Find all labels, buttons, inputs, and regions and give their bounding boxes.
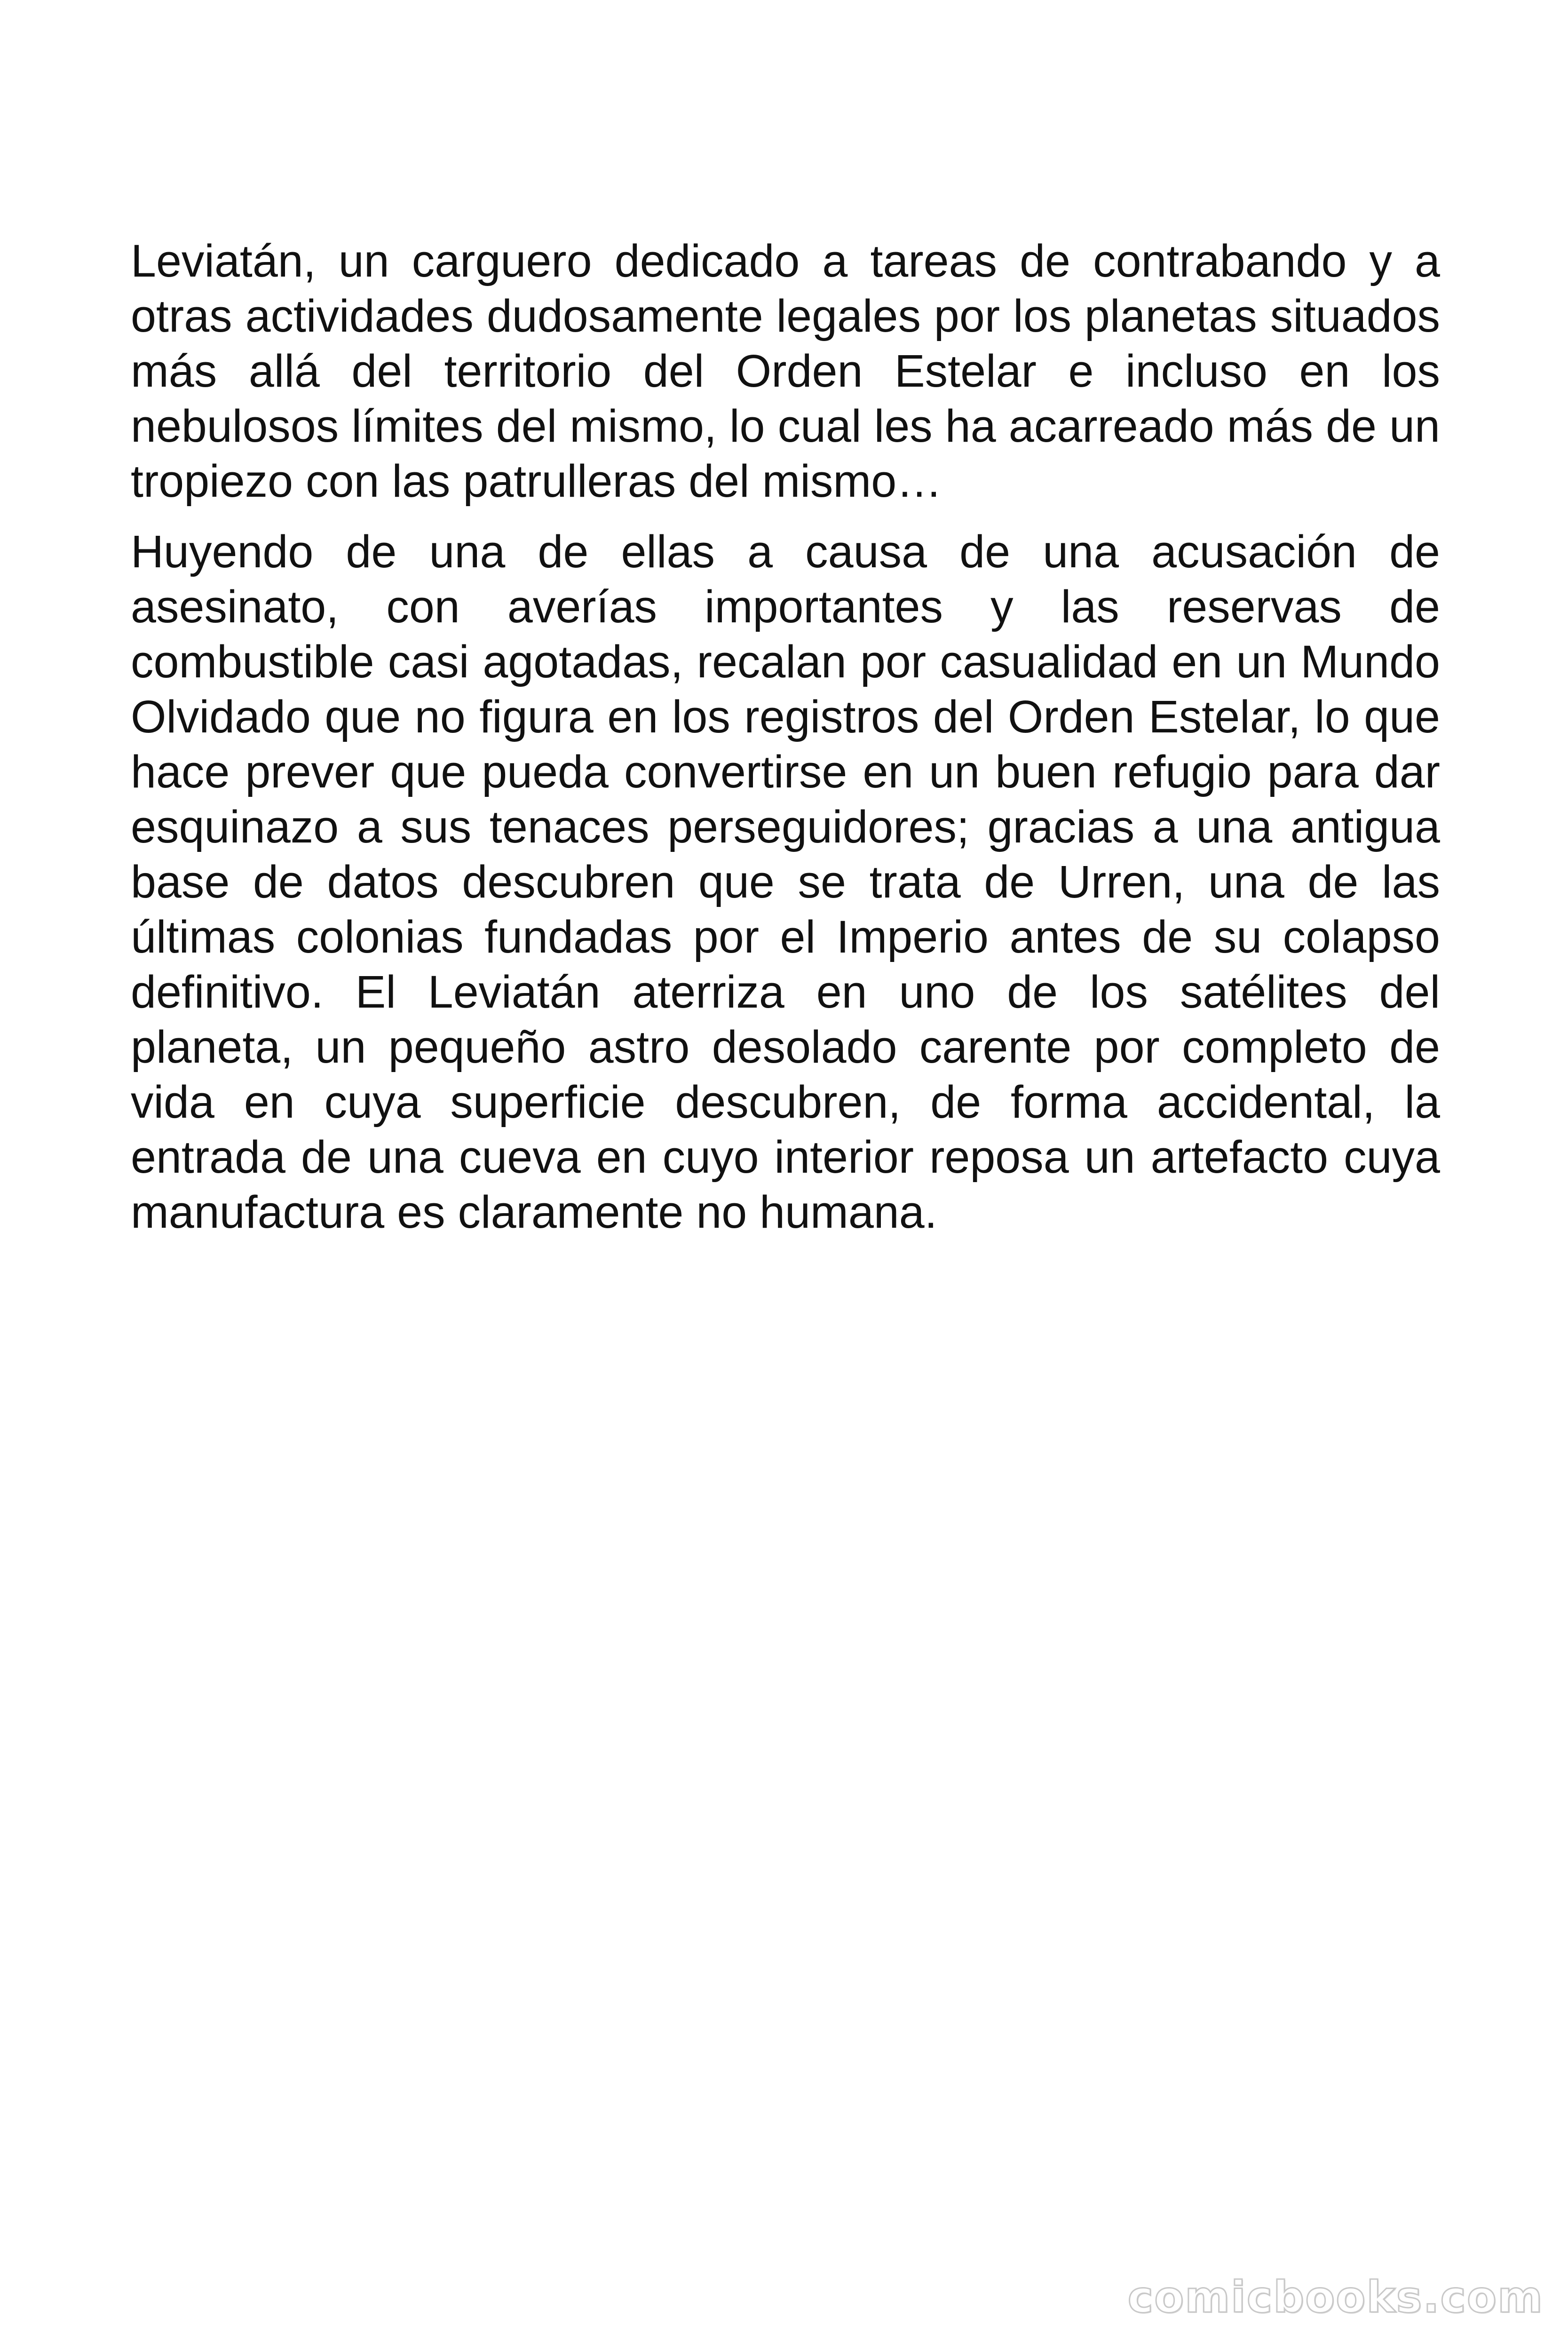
paragraph-2: Huyendo de una de ellas a causa de una acusación de asesinato, con averías importantes y las reservas de combustible casi agotadas, recalan por casualidad en un Mundo Olvidado que no figura en los registros del Orden Estelar, lo que hace prever que pueda convertirse en un buen refugio para dar esquinazo a sus tenaces perseguidores; gracias a una antigua base de datos descubren que se trata de Urren, una de las últimas colonias fundadas por el Imperio antes de su colapso definitivo. El Leviatán aterriza en uno de los satélites del planeta, un pequeño astro desolado carente por completo de vida en cuya superficie descubren, de forma accidental, la entrada de una cueva en cuyo interior reposa un artefacto cuya manufactura es claramente no humana. (131, 526, 1440, 1238)
watermark-logo: comicbooks.com (1127, 2272, 1544, 2322)
paragraph-1: Leviatán, un carguero dedicado a tareas de contrabando y a otras actividades dudosamente legales por los planetas situados más allá del territorio del Orden Estelar e incluso en los nebulosos límites del mismo, lo cual les ha acarreado más de un tropiezo con las patrulleras del mismo… (131, 235, 1440, 507)
body-text (131, 233, 1440, 1255)
